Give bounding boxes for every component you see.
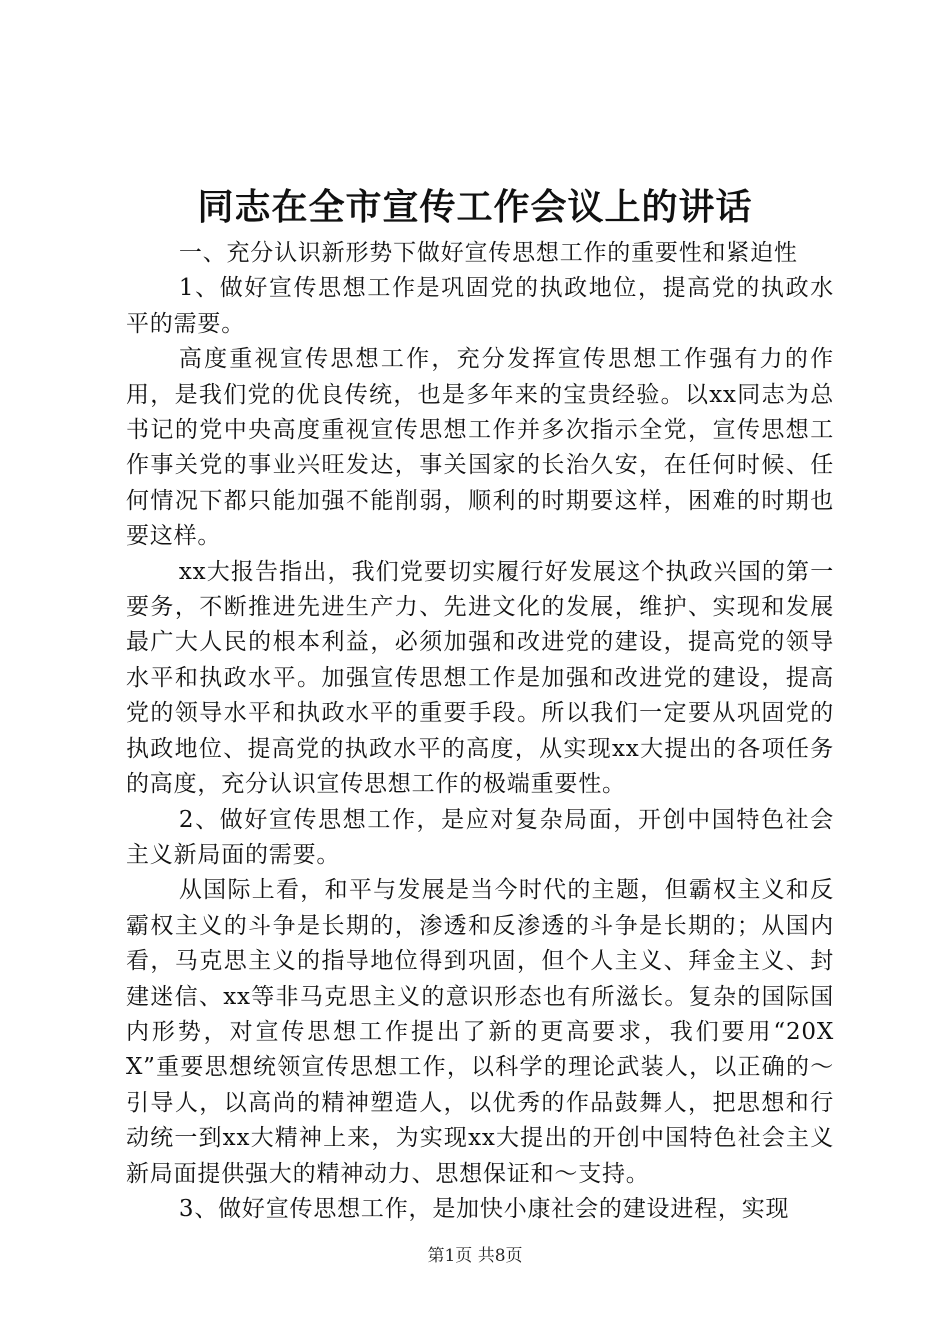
body-paragraph: 高度重视宣传思想工作，充分发挥宣传思想工作强有力的作用，是我们党的优良传统，也是多年来的宝贵经验。以xx同志为总书记的党中央高度重视宣传思想工作并多次指示全党，宣传思想工作事关党的事业兴旺发达，事关国家的长治久安，在任何时候、任何情况下都只能加强不能削弱，顺利的时期要这样，困难的时期也要这样。	[126, 346, 834, 550]
page-number-footer: 第1页 共8页	[427, 1246, 523, 1266]
subsection-heading: 2、做好宣传思想工作，是应对复杂局面，开创中国特色社会主义新局面的需要。	[126, 806, 834, 868]
subsection-heading: 1、做好宣传思想工作是巩固党的执政地位，提高党的执政水平的需要。	[126, 275, 834, 337]
document-body	[126, 236, 834, 1227]
section-heading: 一、充分认识新形势下做好宣传思想工作的重要性和紧迫性	[178, 240, 798, 266]
body-paragraph: 从国际上看，和平与发展是当今时代的主题，但霸权主义和反霸权主义的斗争是长期的，渗透和反渗透的斗争是长期的；从国内看，马克思主义的指导地位得到巩固，但个人主义、拜金主义、封建迷信、xx等非马克思主义的意识形态也有所滋长。复杂的国际国内形势，对宣传思想工作提出了新的更高要求，我们要用“20XX”重要思想统领宣传思想工作，以科学的理论武装人，以正确的～引导人，以高尚的精神塑造人，以优秀的作品鼓舞人，把思想和行动统一到xx大精神上来，为实现xx大提出的开创中国特色社会主义新局面提供强大的精神动力、思想保证和～支持。	[126, 877, 834, 1187]
document-title: 同志在全市宣传工作会议上的讲话	[197, 187, 753, 228]
subsection-heading: 3、做好宣传思想工作，是加快小康社会的建设进程，实现	[178, 1195, 790, 1222]
body-paragraph: xx大报告指出，我们党要切实履行好发展这个执政兴国的第一要务，不断推进先进生产力、先进文化的发展，维护、实现和发展最广大人民的根本利益，必须加强和改进党的建设，提高党的领导水平和执政水平。加强宣传思想工作是加强和改进党的建设，提高党的领导水平和执政水平的重要手段。所以我们一定要从巩固党的执政地位、提高党的执政水平的高度，从实现xx大提出的各项任务的高度，充分认识宣传思想工作的极端重要性。	[126, 558, 834, 798]
